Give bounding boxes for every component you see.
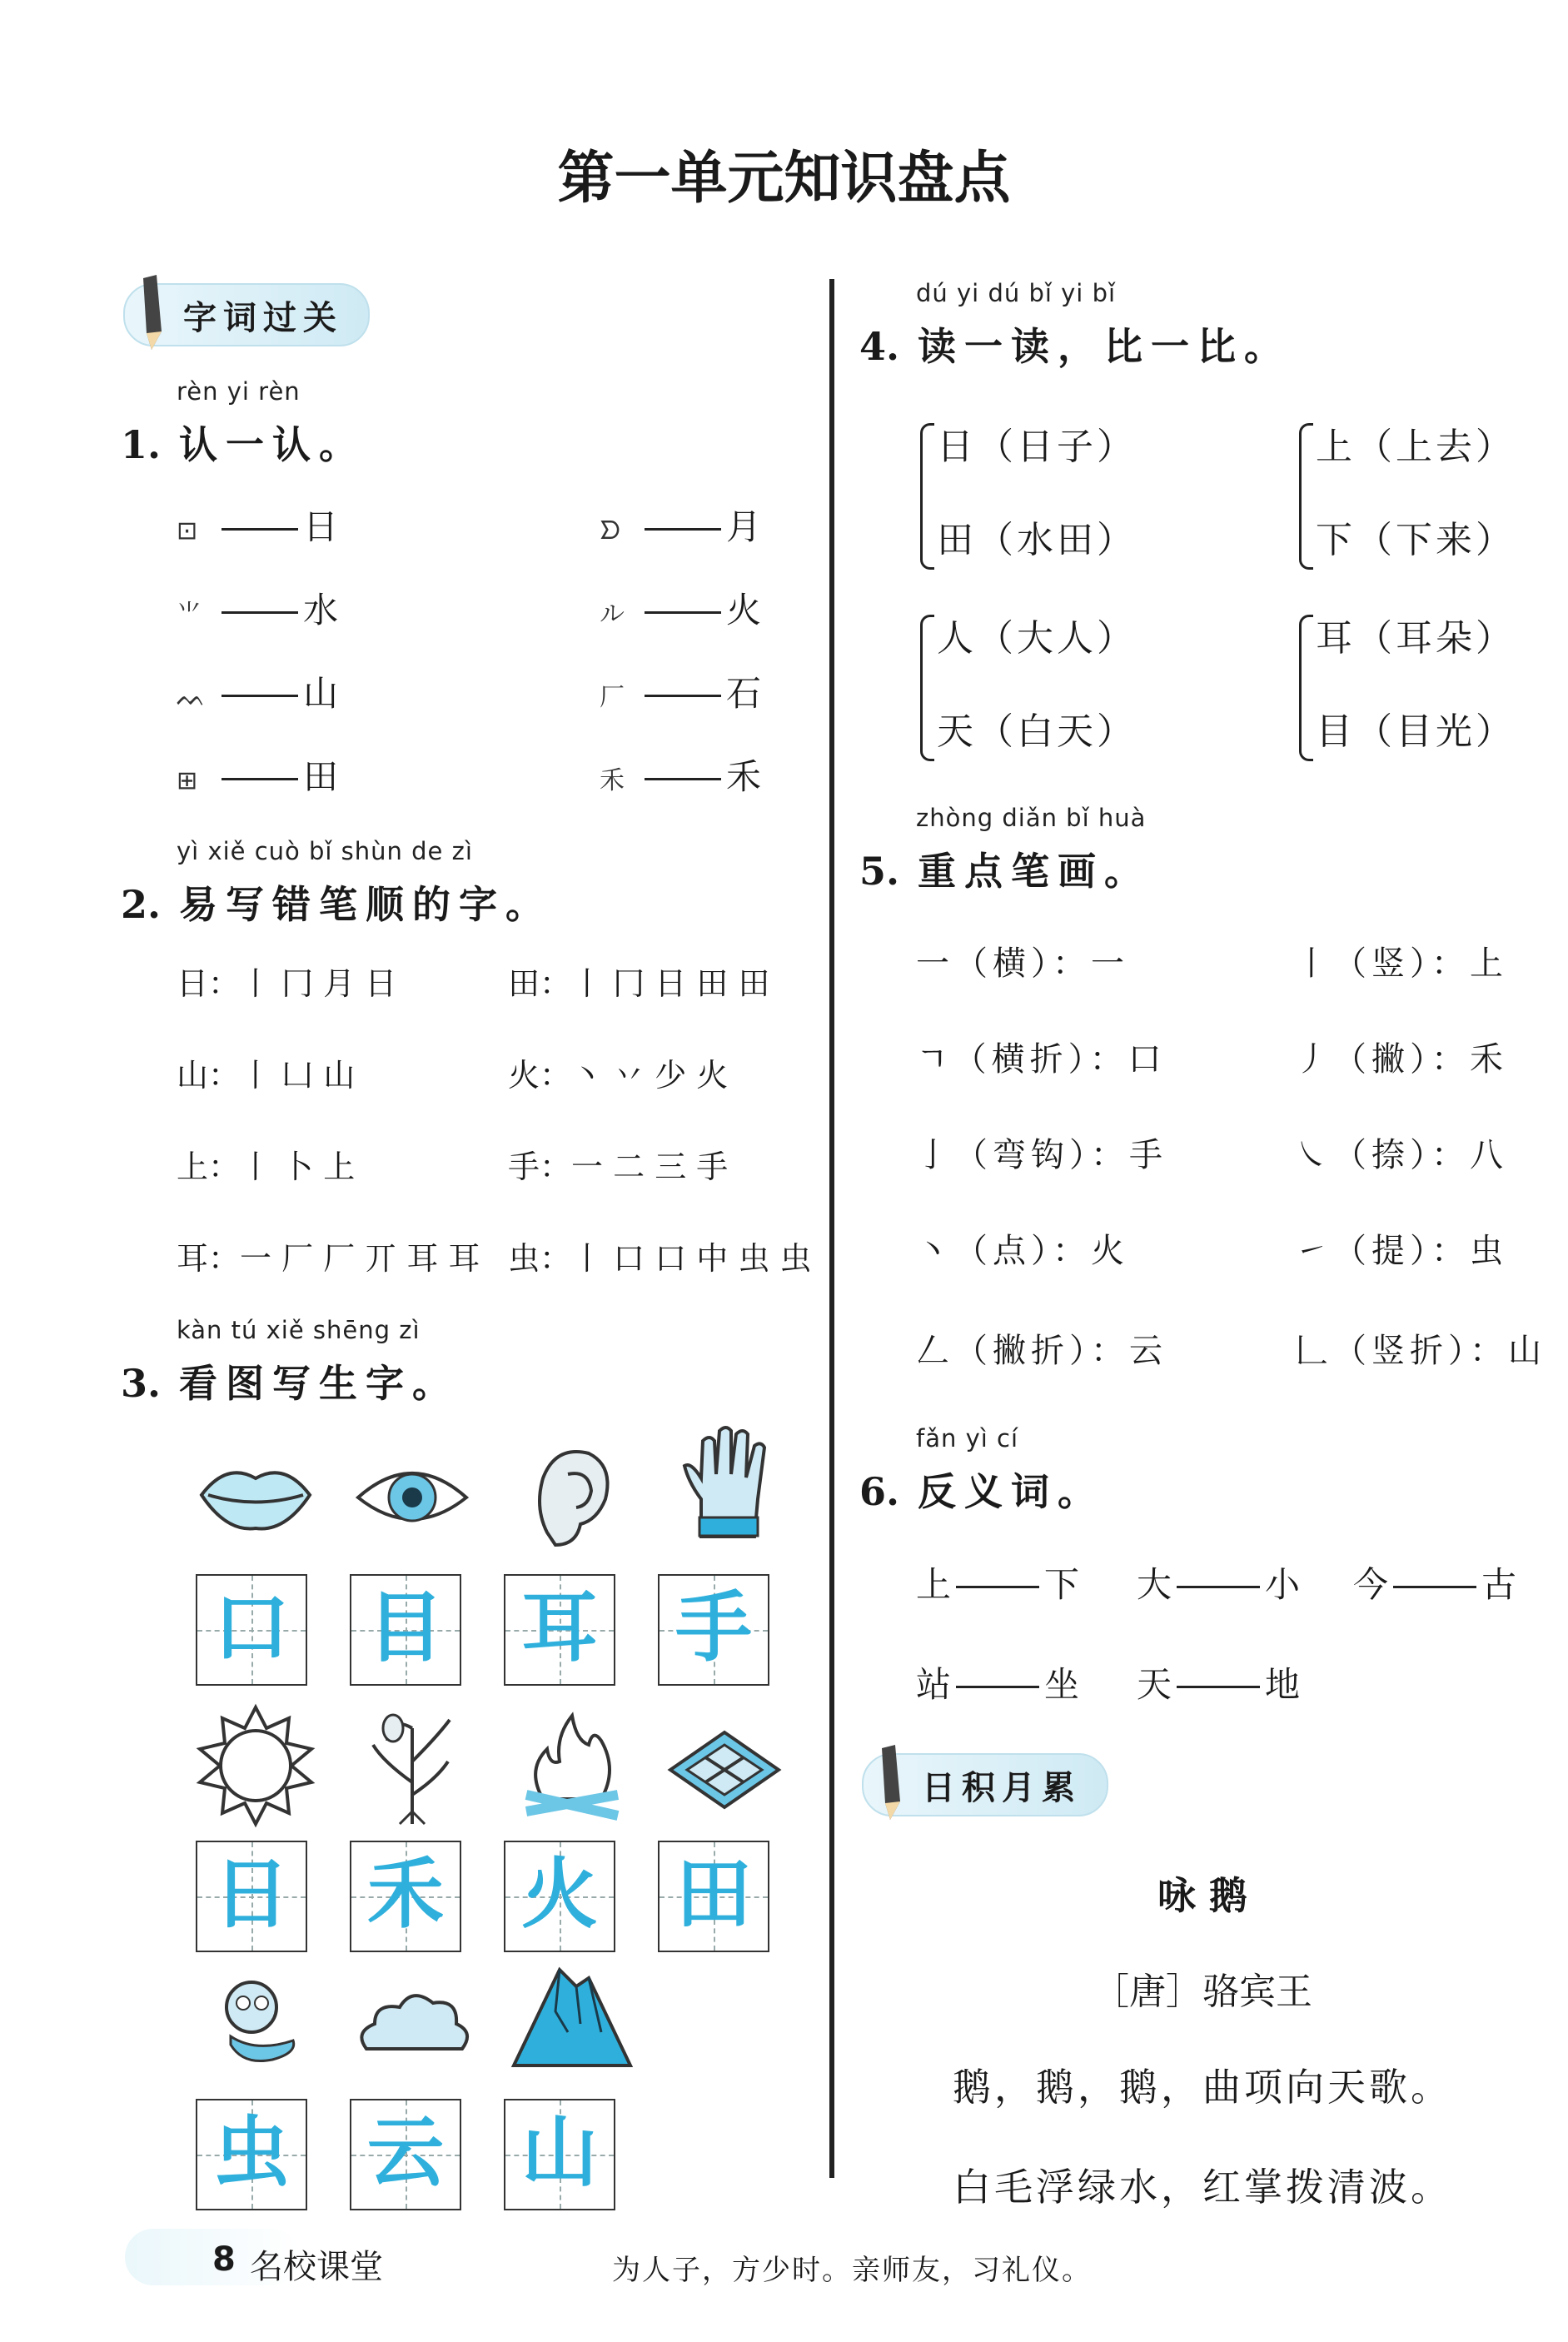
eye-icon [350,1433,475,1557]
ancient-glyph: ᗤ [600,516,620,546]
mouth-icon [193,1433,318,1557]
q4-text: 读一读，比一比。 [918,324,1292,369]
ancient-glyph: ⊞ [177,766,198,795]
q2-pinyin: yì xiě cuò bǐ shùn de zì [177,837,473,865]
stroke-order-item [508,1049,728,1095]
match-line [645,528,721,531]
target-char: 日 [177,965,209,1002]
antonym-word-1: 天 [1137,1664,1172,1705]
target-char: 上 [177,1149,209,1185]
match-line [222,528,298,531]
stroke-order-item [177,1049,355,1095]
pair-word-2: 下（下来） [1316,519,1516,561]
antonym-pair [1137,1557,1300,1607]
stroke-sequence: 丨 口 口 中 虫 虫 [571,1240,812,1277]
page-number: 8 [212,2240,236,2279]
separator: ： [208,1149,241,1185]
pair-word-1: 耳（耳朵） [1316,617,1516,660]
brace-icon [1299,423,1313,570]
match-line [222,611,298,614]
stroke-sequence: 一 厂 厂 丌 耳 耳 [240,1240,480,1277]
poem-title: 咏 鹅 [1157,1873,1247,1918]
field-icon [662,1707,787,1832]
sun-icon [193,1703,318,1828]
ancient-glyph: 厂 [600,683,625,712]
ear-icon [510,1433,635,1557]
separator: ： [540,1240,572,1277]
recognition-item [177,500,338,550]
writing-grid [658,1574,769,1686]
section-badge-ziciguoguan [123,283,370,346]
writing-grid [504,2099,615,2210]
section-title: 字词过关 [183,298,343,337]
q3-pinyin: kàn tú xiě shēng zì [177,1316,421,1344]
q4-heading [859,316,1291,371]
poem-author: ［唐］骆宾王 [1093,1971,1312,2013]
writing-grid [350,1841,461,1952]
grid-char: 目 [366,1583,444,1672]
q3-number: 3. [121,1361,162,1406]
recognition-item [177,583,338,633]
stroke-order-item [508,1141,728,1187]
writing-grid [350,1574,461,1686]
stroke-item: 亅（弯钩）：手 [916,1136,1167,1174]
stroke-order-item [177,1233,480,1278]
stroke-item: 𠃊（竖折）：山 [1295,1332,1546,1370]
separator: ： [208,965,241,1002]
stroke-item: 丨（竖）：上 [1295,944,1508,983]
grid-char: 手 [674,1583,752,1672]
recognition-item [600,500,761,550]
grid-char: 云 [366,2108,444,2197]
poem-line-2: 白毛浮绿水，红掌拨清波。 [953,2165,1452,2210]
writing-grid [350,2099,461,2210]
writing-grid [196,1574,307,1686]
modern-char: 田 [303,756,339,797]
target-char: 耳 [177,1240,209,1277]
grid-char: 禾 [366,1850,444,1939]
ancient-glyph: ᨓ [177,683,207,712]
writing-grid [658,1841,769,1952]
rice-plant-icon [350,1703,475,1828]
q2-number: 2. [121,882,162,927]
antonym-word-2: 小 [1265,1564,1301,1605]
ancient-glyph: ル [600,600,625,629]
pair-word-1: 人（大人） [937,617,1137,660]
stroke-item: 𠃋（撇折）：云 [916,1332,1167,1370]
match-line [1177,1586,1260,1588]
ancient-glyph: ⽲ [600,766,625,795]
recognition-item [600,666,761,716]
stroke-item: ㄱ（横折）：口 [916,1040,1167,1079]
match-line [645,611,721,614]
antonym-word-2: 地 [1265,1664,1301,1705]
antonym-pair [916,1657,1079,1707]
match-line [1177,1686,1260,1688]
separator: ： [540,1149,572,1185]
q3-text: 看图写生字。 [179,1361,460,1406]
antonym-word-2: 坐 [1044,1664,1080,1705]
pair-word-1: 日（日子） [937,426,1137,468]
stroke-item: ㇏（捺）：八 [1295,1136,1508,1174]
stroke-item: ㇀（提）：虫 [1295,1232,1508,1270]
separator: ： [540,1057,572,1094]
match-line [1393,1586,1476,1588]
q6-pinyin: fǎn yì cí [916,1424,1019,1453]
writing-grid [504,1841,615,1952]
grid-char: 火 [520,1850,598,1939]
q2-text: 易写错笔顺的字。 [179,882,553,927]
antonym-word-1: 今 [1353,1564,1389,1605]
target-char: 山 [177,1057,209,1094]
pair-word-2: 目（目光） [1316,710,1516,753]
antonym-pair [916,1557,1079,1607]
q5-heading [859,841,1151,896]
stroke-item: 丿（撇）：禾 [1295,1040,1508,1079]
recognition-item [600,583,761,633]
cloud-icon [350,1966,475,2090]
stroke-sequence: 丨 冂 月 日 [240,965,397,1002]
fire-icon [510,1703,635,1828]
pair-word-2: 天（白天） [937,710,1137,753]
page-title: 第一单元知识盘点 [557,145,1011,212]
brace-icon [920,615,934,761]
modern-char: 火 [726,590,762,630]
compare-pair [920,416,1237,575]
q4-pinyin: dú yi dú bǐ yi bǐ [916,279,1117,307]
modern-char: 山 [303,673,339,714]
match-line [222,778,298,780]
match-line [645,695,721,697]
compare-pair [1299,416,1568,575]
stroke-order-item [508,1233,811,1278]
modern-char: 月 [726,506,762,547]
target-char: 田 [508,965,540,1002]
q4-number: 4. [859,324,900,369]
ancient-glyph: ⺌ [177,600,202,629]
writing-grid [196,1841,307,1952]
section-title: 日积月累 [922,1768,1082,1807]
pair-word-2: 田（水田） [937,519,1137,561]
stroke-item: 丶（点）：火 [916,1232,1129,1270]
pair-word-1: 上（上去） [1316,426,1516,468]
q2-heading [121,875,552,929]
grid-char: 虫 [212,2108,290,2197]
target-char: 火 [508,1057,540,1094]
q3-heading [121,1353,459,1408]
modern-char: 日 [303,506,339,547]
writing-grid [196,2099,307,2210]
recognition-item [177,750,338,800]
stroke-order-item [177,958,396,1004]
separator: ： [208,1057,241,1094]
mountain-icon [510,1953,635,2078]
stroke-order-item [508,958,769,1004]
q6-heading [859,1462,1104,1517]
q5-number: 5. [859,849,900,894]
recognition-item [600,750,761,800]
stroke-sequence: 丨 卜 上 [240,1149,356,1185]
compare-pair [920,608,1237,766]
q6-text: 反义词。 [918,1469,1105,1514]
antonym-pair [1353,1557,1516,1607]
target-char: 虫 [508,1240,540,1277]
stroke-sequence: 丶 丷 少 火 [571,1057,729,1094]
footer-motto: 为人子，方少时。亲师友，习礼仪。 [612,2254,1092,2287]
antonym-pair [1137,1657,1300,1707]
modern-char: 石 [726,673,762,714]
antonym-word-1: 上 [916,1564,952,1605]
column-divider [829,279,834,2178]
grid-char: 日 [212,1850,290,1939]
stroke-sequence: 一 二 三 手 [571,1149,729,1185]
ancient-glyph: ⊡ [177,516,198,546]
grid-char: 口 [212,1583,290,1672]
footer-brand: 名校课堂 [250,2248,383,2286]
recognition-item [177,666,338,716]
stroke-item: 一（横）：一 [916,944,1129,983]
separator: ： [540,965,572,1002]
match-line [222,695,298,697]
section-badge-rijiyuelei [862,1753,1108,1816]
antonym-word-1: 站 [916,1664,952,1705]
match-line [956,1586,1039,1588]
writing-grid [504,1574,615,1686]
antonym-word-2: 古 [1481,1564,1517,1605]
modern-char: 水 [303,590,339,630]
grid-char: 田 [674,1850,752,1939]
q6-number: 6. [859,1469,900,1514]
compare-pair [1299,608,1568,766]
poem-line-1: 鹅，鹅，鹅，曲项向天歌。 [953,2065,1452,2110]
separator: ： [208,1240,241,1277]
match-line [956,1686,1039,1688]
antonym-word-2: 下 [1044,1564,1080,1605]
pencil-icon [132,273,170,353]
brace-icon [920,423,934,570]
q5-pinyin: zhòng diǎn bǐ huà [916,804,1147,832]
pencil-icon [870,1743,908,1823]
hand-icon [668,1416,793,1541]
modern-char: 禾 [726,756,762,797]
q1-heading [121,415,366,470]
grid-char: 耳 [520,1583,598,1672]
stroke-sequence: 丨 冂 日 田 田 [571,965,770,1002]
q1-pinyin: rèn yi rèn [177,377,301,406]
q1-number: 1. [121,422,162,467]
stroke-order-item [177,1141,355,1187]
grid-char: 山 [520,2108,598,2197]
match-line [645,778,721,780]
bug-icon [193,1961,318,2086]
antonym-word-1: 大 [1137,1564,1172,1605]
q5-text: 重点笔画。 [918,849,1152,894]
q1-text: 认一认。 [179,422,366,467]
brace-icon [1299,615,1313,761]
stroke-sequence: 丨 凵 山 [240,1057,356,1094]
target-char: 手 [508,1149,540,1185]
